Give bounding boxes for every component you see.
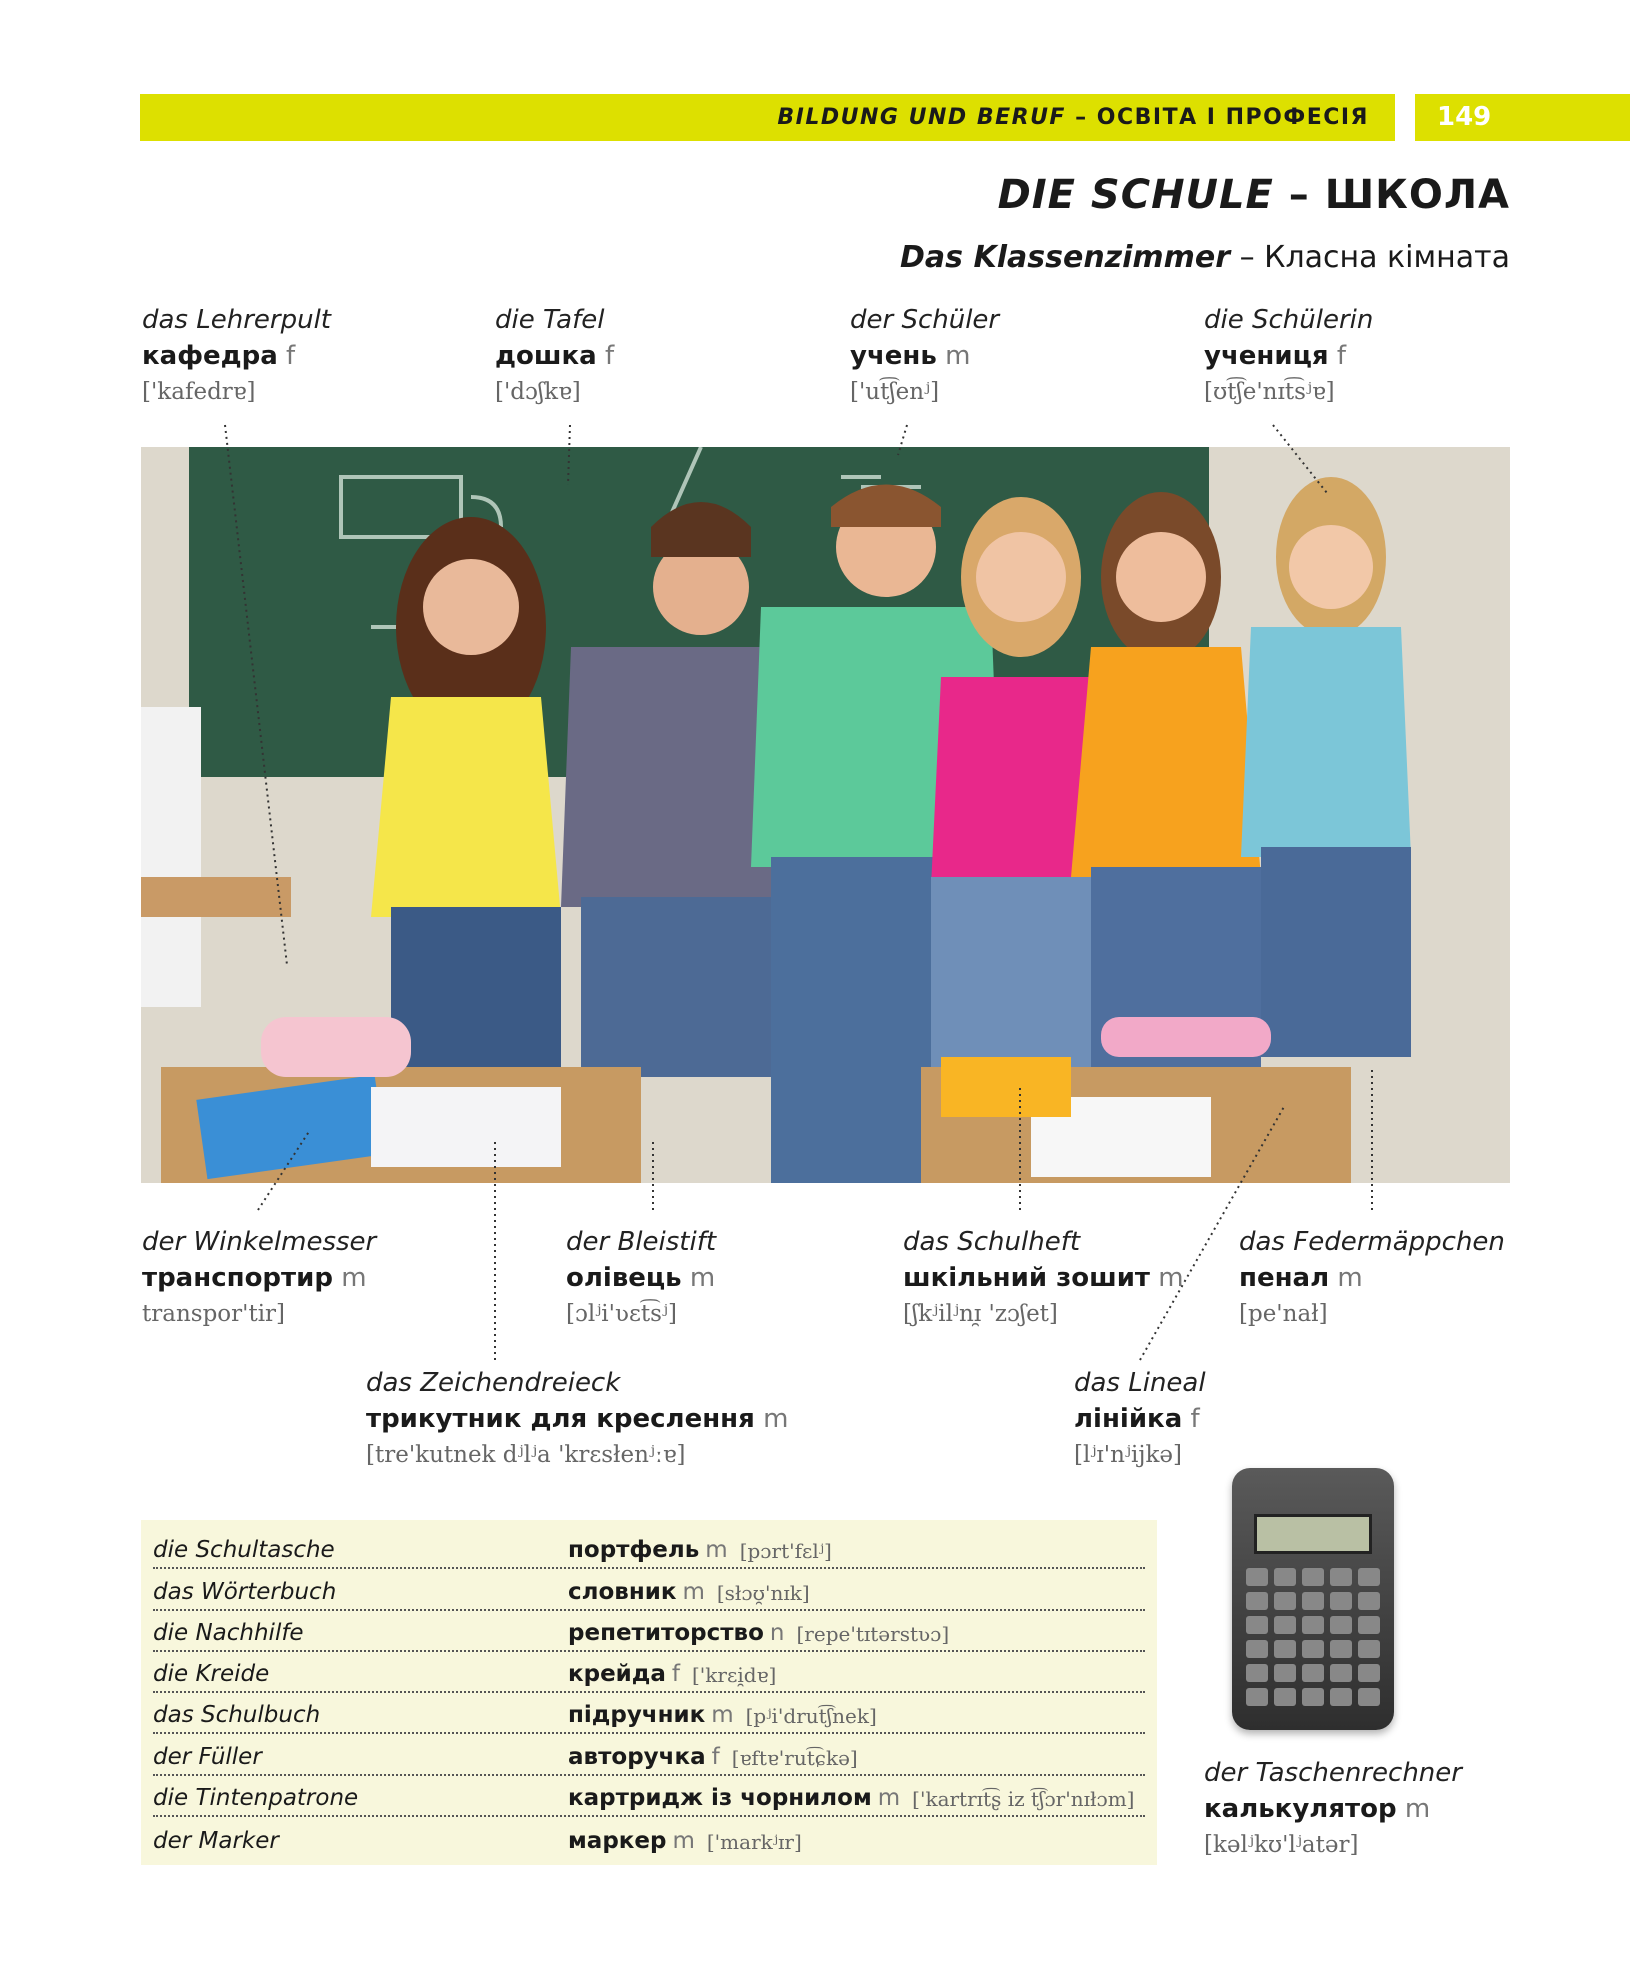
label-lehrerpult [142, 302, 331, 410]
title-ua: ШКОЛА [1324, 172, 1510, 218]
vocab-ipa: [repe'tɪtərstʋɔ] [796, 1621, 950, 1646]
table-row [153, 1693, 1145, 1734]
label-ua: транспортир [142, 1263, 333, 1293]
label-schulheft [903, 1224, 1184, 1332]
label-de: die Schülerin [1204, 305, 1374, 335]
vocab-de: der Marker [153, 1828, 279, 1855]
label-gender: m [689, 1263, 716, 1293]
dash: – [1273, 172, 1325, 218]
label-de: das Lehrerpult [142, 305, 331, 335]
label-ipa: [tre'kutnek dʲlʲa 'krɛsłenʲːɐ] [366, 1442, 686, 1468]
label-ua: пенал [1239, 1263, 1330, 1293]
subtitle-de: Das Klassenzimmer [900, 240, 1231, 275]
label-gender: m [945, 341, 971, 371]
section-header-bar [140, 94, 1395, 141]
label-schuelerin [1204, 302, 1373, 410]
page-number: 149 [1415, 94, 1630, 141]
label-ua: кафедра [142, 341, 278, 371]
vocab-ipa: [ɐftɐ'rut͡ɕkə] [731, 1745, 858, 1770]
vocab-ipa: [pɔrt'fɛlʲ] [739, 1539, 832, 1564]
vocab-ua: репетиторство [568, 1619, 764, 1646]
table-row [153, 1776, 1145, 1817]
label-ipa: transpor'tir] [142, 1301, 286, 1327]
label-ipa: [lʲɪ'nʲijkə] [1074, 1442, 1182, 1468]
label-winkelmesser [142, 1224, 376, 1332]
label-gender: m [1337, 1263, 1363, 1293]
label-schueler [850, 302, 999, 410]
vocab-gender: m [672, 1828, 695, 1855]
label-de: das Schulheft [903, 1227, 1081, 1257]
label-ua: лінійка [1074, 1404, 1183, 1434]
vocab-ua: підручник [568, 1702, 706, 1729]
calculator-screen [1254, 1514, 1372, 1554]
label-ua: дошка [495, 341, 597, 371]
calculator-image [1232, 1468, 1394, 1730]
vocab-ua: крейда [568, 1661, 666, 1688]
label-zeichendreieck [366, 1365, 788, 1473]
label-ua: олівець [566, 1263, 682, 1293]
page-subtitle [900, 240, 1510, 275]
label-gender: m [763, 1404, 789, 1434]
vocab-gender: m [711, 1702, 734, 1729]
label-gender: m [1404, 1794, 1431, 1824]
label-ipa: ['ut͡ʃenʲ] [850, 379, 940, 405]
label-gender: m [341, 1263, 367, 1293]
vocab-de: das Wörterbuch [153, 1578, 337, 1605]
vocab-gender: m [705, 1537, 728, 1564]
table-row [153, 1569, 1145, 1610]
vocab-ua: авторучка [568, 1743, 706, 1770]
vocab-de: die Kreide [153, 1661, 270, 1688]
label-de: der Bleistift [566, 1227, 717, 1257]
vocab-ua: портфель [568, 1537, 700, 1564]
label-ipa: ['kafedrɐ] [142, 379, 256, 405]
label-de: die Tafel [495, 305, 605, 335]
vocab-gender: n [769, 1619, 785, 1646]
subtitle-ua: Класна кімната [1264, 240, 1510, 275]
label-gender: f [1336, 341, 1347, 371]
vocab-gender: m [682, 1578, 705, 1605]
vocab-gender: m [877, 1785, 901, 1812]
vocab-gender: f [671, 1661, 680, 1688]
label-de: der Taschenrechner [1204, 1758, 1462, 1788]
table-row [153, 1817, 1145, 1858]
label-ua: трикутник для креслення [366, 1404, 755, 1434]
label-ipa: [ʊt͡ʃe'nɪt͡sʲɐ] [1204, 379, 1335, 405]
label-gender: f [286, 341, 296, 371]
label-de: der Winkelmesser [142, 1227, 377, 1257]
dash: – [1230, 240, 1265, 275]
label-ipa: [ɔlʲi'ʋɛt͡sʲ] [566, 1301, 677, 1327]
label-ipa: ['dɔʃkɐ] [495, 379, 581, 405]
title-de: DIE SCHULE [997, 172, 1274, 218]
vocab-ua: картридж із чорнилом [568, 1785, 872, 1812]
table-row [153, 1652, 1145, 1693]
vocab-ipa: ['kartrɪt͡ʂ iz t͡ʃɔr'nɪłɔm] [912, 1787, 1135, 1812]
calculator-keys [1246, 1568, 1380, 1706]
label-lineal [1074, 1365, 1206, 1473]
vocab-ua: маркер [568, 1828, 667, 1855]
label-de: der Schüler [850, 305, 1000, 335]
label-bleistift [566, 1224, 716, 1332]
vocab-gender: f [711, 1743, 720, 1770]
label-de: das Zeichendreieck [366, 1368, 621, 1398]
section-ua: ОСВІТА І ПРОФЕСІЯ [1096, 105, 1369, 130]
label-tafel [495, 302, 614, 410]
label-federmaeppchen [1239, 1224, 1505, 1332]
vocab-ipa: [słɔʊ̯'nɪk] [716, 1580, 810, 1605]
label-ua: учениця [1204, 341, 1329, 371]
vocabulary-table [141, 1520, 1157, 1865]
table-row [153, 1734, 1145, 1775]
label-ipa: [pe'nał] [1239, 1301, 1328, 1327]
label-ua: учень [850, 341, 937, 371]
vocab-ipa: [pʲi'drut͡ʃnek] [745, 1704, 877, 1729]
vocab-de: die Nachhilfe [153, 1619, 304, 1646]
vocab-de: das Schulbuch [153, 1702, 321, 1729]
label-ua: калькулятор [1204, 1794, 1397, 1824]
label-de: das Lineal [1074, 1368, 1206, 1398]
section-de: BILDUNG UND BERUF [777, 105, 1066, 130]
label-ipa: [kəlʲkʊ'lʲatər] [1204, 1832, 1359, 1858]
label-taschenrechner [1204, 1755, 1462, 1863]
vocab-de: der Füller [153, 1743, 262, 1770]
label-ipa: [ʃkʲilʲnɪ̯ 'zɔʃet] [903, 1301, 1058, 1327]
table-row [153, 1611, 1145, 1652]
dash: – [1065, 105, 1097, 130]
table-row [153, 1528, 1145, 1569]
vocab-ipa: ['krɛi̯dɐ] [692, 1663, 777, 1688]
vocab-ua: словник [568, 1578, 677, 1605]
label-gender: m [1158, 1263, 1184, 1293]
vocab-de: die Schultasche [153, 1537, 335, 1564]
label-de: das Federmäppchen [1239, 1227, 1505, 1257]
classroom-photo [141, 447, 1510, 1183]
vocab-ipa: ['markʲɪr] [706, 1830, 802, 1855]
page-title [998, 172, 1510, 218]
vocab-de: die Tintenpatrone [153, 1785, 359, 1812]
label-ua: шкільний зошит [903, 1263, 1150, 1293]
label-gender: f [604, 341, 615, 371]
label-gender: f [1190, 1404, 1200, 1434]
